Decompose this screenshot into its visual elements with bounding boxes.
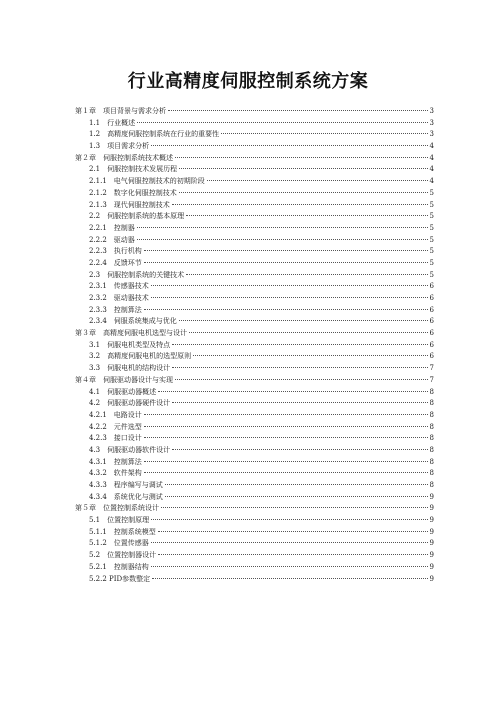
toc-entry-page-number: 7 — [429, 364, 434, 373]
toc-entry[interactable] — [75, 515, 434, 527]
toc-entry[interactable] — [75, 223, 434, 235]
toc-entry-text: 4.2 伺服驱动器硬件设计 — [89, 399, 171, 408]
toc-leader-dots — [165, 496, 428, 497]
toc-leader-dots — [144, 437, 428, 438]
toc-entry[interactable] — [75, 153, 434, 165]
toc-entry-text: 1.1 行业概述 — [89, 118, 136, 127]
toc-entry-page-number: 8 — [429, 434, 434, 443]
toc-leader-dots — [168, 110, 428, 111]
toc-entry[interactable] — [75, 118, 434, 130]
toc-entry-text: 2.3 伺服控制系统的关键技术 — [89, 270, 185, 279]
toc-entry-page-number: 7 — [429, 375, 434, 384]
toc-entry-text: 4.2.1 电路设计 — [89, 410, 142, 419]
toc-entry-page-number: 8 — [429, 445, 434, 454]
toc-entry[interactable] — [75, 281, 434, 293]
toc-entry-text: 4.3 伺服驱动器软件设计 — [89, 445, 171, 454]
toc-entry-text: 2.2.3 执行机构 — [89, 247, 142, 256]
toc-entry-text: 第２章 伺服控制系统技术概述 — [75, 153, 173, 162]
toc-entry-text: 4.3.3 程序编写与调试 — [89, 481, 163, 489]
toc-entry-text: 2.1.2 数字化伺服控制技术 — [89, 188, 177, 197]
toc-entry[interactable] — [75, 457, 434, 469]
toc-entry-text: 5.2.2 PID参数整定 — [89, 574, 151, 583]
toc-entry[interactable] — [75, 550, 434, 562]
toc-entry[interactable] — [75, 235, 434, 247]
toc-entry[interactable] — [75, 188, 434, 200]
toc-leader-dots — [175, 157, 428, 158]
toc-leader-dots — [158, 554, 427, 555]
toc-entry[interactable] — [75, 363, 434, 375]
toc-entry-page-number: 8 — [429, 399, 434, 408]
toc-entry-page-number: 9 — [429, 539, 434, 548]
toc-entry-page-number: 4 — [429, 165, 434, 174]
toc-entry[interactable] — [75, 527, 434, 539]
toc-entry-page-number: 5 — [429, 212, 434, 221]
toc-leader-dots — [151, 297, 428, 298]
toc-entry-text: 3.3 伺服电机的结构设计 — [89, 364, 171, 373]
toc-leader-dots — [165, 484, 428, 485]
toc-entry-page-number: 5 — [429, 223, 434, 232]
toc-entry-page-number: 8 — [429, 422, 434, 431]
toc-entry-text: 2.2.4 反馈环节 — [89, 258, 142, 267]
toc-leader-dots — [172, 204, 428, 205]
toc-entry-text: 4.3.1 控制算法 — [89, 457, 142, 466]
toc-leader-dots — [137, 122, 427, 123]
toc-entry-page-number: 9 — [429, 574, 434, 583]
toc-entry-page-number: 3 — [429, 130, 434, 139]
toc-leader-dots — [144, 262, 428, 263]
toc-entry-text: 2.2 伺服控制系统的基本原理 — [89, 212, 185, 221]
toc-leader-dots — [189, 332, 428, 333]
toc-leader-dots — [179, 320, 428, 321]
toc-entry-text: 2.1 伺服控制技术发展历程 — [89, 165, 178, 174]
toc-entry[interactable] — [75, 445, 434, 457]
toc-entry-page-number: 4 — [429, 142, 434, 151]
toc-entry-text: 3.1 伺服电机类型及特点 — [89, 340, 171, 349]
toc-leader-dots — [172, 449, 427, 450]
toc-entry[interactable] — [75, 270, 434, 282]
toc-entry-page-number: 8 — [429, 410, 434, 419]
toc-entry[interactable] — [75, 480, 434, 492]
toc-entry-page-number: 6 — [429, 282, 434, 291]
toc-entry[interactable] — [75, 387, 434, 399]
toc-entry-page-number: 4 — [429, 153, 434, 162]
toc-entry[interactable] — [75, 375, 434, 387]
toc-leader-dots — [151, 285, 428, 286]
toc-entry-text: 1.2 高精度伺服控制系统在行业的重要性 — [89, 130, 220, 139]
toc-entry-text: 2.1.3 现代伺服控制技术 — [89, 200, 170, 209]
toc-entry[interactable] — [75, 258, 434, 270]
toc-entry-page-number: 9 — [429, 516, 434, 525]
toc-entry-text: 第１章 项目背景与需求分析 — [75, 107, 166, 115]
toc-entry[interactable] — [75, 293, 434, 305]
toc-leader-dots — [158, 531, 428, 532]
toc-entry-page-number: 6 — [429, 340, 434, 349]
toc-leader-dots — [144, 426, 428, 427]
toc-entry-text: 4.3.4 系统优化与测试 — [89, 492, 163, 501]
toc-entry-page-number: 9 — [429, 551, 434, 560]
toc-entry-text: 2.1.1 电气伺服控制技术的初期阶段 — [89, 177, 205, 186]
toc-entry-page-number: 5 — [429, 258, 434, 267]
toc-leader-dots — [179, 192, 428, 193]
toc-leader-dots — [151, 542, 428, 543]
toc-entry[interactable] — [75, 340, 434, 352]
toc-leader-dots — [175, 379, 428, 380]
toc-leader-dots — [151, 566, 428, 567]
toc-entry-text: 2.3.3 控制算法 — [89, 305, 142, 314]
toc-leader-dots — [186, 215, 427, 216]
toc-entry-page-number: 9 — [429, 562, 434, 571]
toc-leader-dots — [172, 367, 427, 368]
toc-entry-text: 4.2.3 接口设计 — [89, 434, 142, 443]
toc-entry-text: 4.3.2 软件架构 — [89, 469, 142, 478]
toc-leader-dots — [172, 344, 427, 345]
toc-entry[interactable] — [75, 176, 434, 188]
toc-entry-text: 5.1 位置控制原理 — [89, 516, 150, 525]
toc-entry-page-number: 8 — [429, 457, 434, 466]
toc-entry-text: 4.1 伺服驱动器概述 — [89, 387, 157, 396]
toc-entry[interactable] — [75, 503, 434, 515]
toc-entry-page-number: 6 — [429, 294, 434, 302]
toc-entry[interactable] — [75, 562, 434, 574]
toc-entry[interactable] — [75, 422, 434, 434]
toc-entry-page-number: 5 — [429, 270, 434, 279]
toc-leader-dots — [151, 519, 427, 520]
toc-leader-dots — [158, 391, 427, 392]
toc-entry-page-number: 5 — [429, 247, 434, 256]
toc-leader-dots — [207, 180, 428, 181]
toc-entry[interactable] — [75, 106, 434, 118]
toc-leader-dots — [144, 309, 428, 310]
toc-leader-dots — [137, 227, 428, 228]
toc-entry-text: 1.3 项目需求分析 — [89, 142, 150, 151]
toc-leader-dots — [172, 402, 427, 403]
toc-entry[interactable] — [75, 305, 434, 317]
page-title: 行业高精度伺服控制系统方案 — [127, 71, 369, 92]
toc-leader-dots — [151, 145, 427, 146]
toc-leader-dots — [144, 461, 428, 462]
toc-entry[interactable] — [75, 200, 434, 212]
toc-entry-page-number: 9 — [429, 527, 434, 536]
toc-entry[interactable] — [75, 141, 434, 153]
toc-entry[interactable] — [75, 410, 434, 422]
toc-entry-text: 2.3.1 传感器技术 — [89, 282, 149, 291]
toc-entry[interactable] — [75, 351, 434, 363]
toc-entry-page-number: 6 — [429, 352, 434, 361]
toc-entry-text: 第４章 伺服驱动器设计与实现 — [75, 375, 173, 384]
toc-entry-text: 2.3.4 伺服系统集成与优化 — [89, 317, 177, 326]
toc-entry[interactable] — [75, 468, 434, 480]
toc-entry[interactable] — [75, 211, 434, 223]
toc-leader-dots — [186, 274, 427, 275]
toc-entry-page-number: 6 — [429, 317, 434, 326]
toc-entry-page-number: 4 — [429, 177, 434, 186]
toc-entry-page-number: 8 — [429, 481, 434, 489]
toc-entry-text: 第３章 高精度伺服电机选型与设计 — [75, 329, 187, 338]
toc-entry-page-number: 8 — [429, 387, 434, 396]
toc-entry[interactable] — [75, 164, 434, 176]
toc-entry-page-number: 5 — [429, 200, 434, 209]
toc-entry[interactable] — [75, 246, 434, 258]
toc-entry-page-number: 9 — [429, 492, 434, 501]
toc-entry-page-number: 6 — [429, 305, 434, 314]
toc-entry-text: 4.2.2 元件选型 — [89, 422, 142, 431]
toc-leader-dots — [152, 578, 427, 579]
toc-leader-dots — [161, 507, 428, 508]
toc-entry-page-number: 8 — [429, 469, 434, 478]
toc-entry[interactable] — [75, 398, 434, 410]
toc-entry[interactable] — [75, 574, 434, 586]
toc-leader-dots — [144, 472, 428, 473]
toc-entry-text: 5.2.1 控制器结构 — [89, 562, 149, 571]
toc-entry[interactable] — [75, 433, 434, 445]
toc-leader-dots — [144, 414, 428, 415]
toc-entry-page-number: 5 — [429, 235, 434, 244]
toc-entry-page-number: 6 — [429, 329, 434, 338]
toc-leader-dots — [137, 239, 428, 240]
toc-entry[interactable] — [75, 129, 434, 141]
toc-leader-dots — [221, 133, 427, 134]
toc-leader-dots — [144, 250, 428, 251]
toc-entry-text: 2.2.2 驱动器 — [89, 235, 135, 244]
toc-entry-text: 5.2 位置控制器设计 — [89, 551, 157, 560]
toc-entry-page-number: 3 — [429, 107, 434, 115]
toc-entry-text: 5.1.2 位置传感器 — [89, 539, 149, 548]
toc-entry[interactable] — [75, 328, 434, 340]
toc-entry[interactable] — [75, 492, 434, 504]
toc-entry-page-number: 3 — [429, 118, 434, 127]
toc-entry[interactable] — [75, 538, 434, 550]
toc-entry-text: 2.3.2 驱动器技术 — [89, 294, 149, 302]
toc-entry[interactable] — [75, 316, 434, 328]
toc-entry-page-number: 5 — [429, 188, 434, 197]
table-of-contents — [75, 106, 434, 585]
toc-entry-text: 3.2 高精度伺服电机的选型原则 — [89, 352, 192, 361]
toc-leader-dots — [179, 168, 427, 169]
toc-entry-text: 5.1.1 控制系统模型 — [89, 527, 156, 536]
toc-leader-dots — [193, 355, 427, 356]
toc-entry-page-number: 9 — [429, 504, 434, 513]
toc-entry-text: 第５章 位置控制系统设计 — [75, 504, 159, 513]
toc-entry-text: 2.2.1 控制器 — [89, 223, 135, 232]
